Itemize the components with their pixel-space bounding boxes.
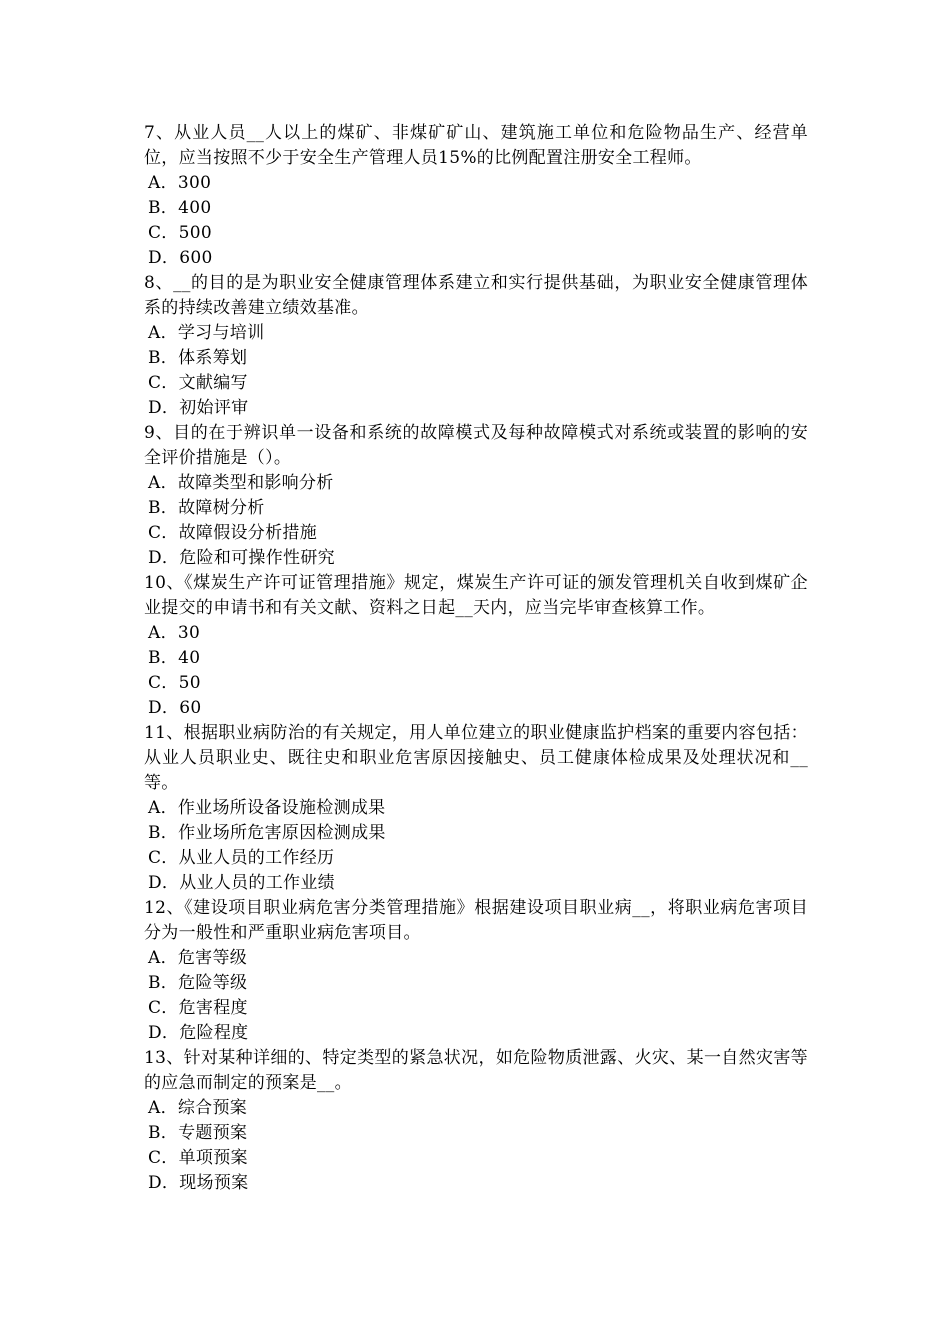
question-8 bbox=[144, 271, 808, 421]
question-10 bbox=[144, 571, 808, 721]
option-b: B．体系筹划 bbox=[148, 348, 248, 368]
option-c: C．文献编写 bbox=[148, 373, 248, 393]
option-b: B．专题预案 bbox=[148, 1123, 248, 1143]
question-text: 9、目的在于辨识单一设备和系统的故障模式及每种故障模式对系统或装置的影响的安全评价措施是（）。 bbox=[144, 423, 808, 468]
option-b: B．40 bbox=[148, 648, 201, 668]
option-d: D．60 bbox=[148, 698, 202, 718]
question-11 bbox=[144, 721, 808, 896]
question-7 bbox=[144, 121, 808, 271]
option-c: C．50 bbox=[148, 673, 201, 693]
question-text: 7、从业人员__人以上的煤矿、非煤矿矿山、建筑施工单位和危险物品生产、经营单位，应当按照不少于安全生产管理人员15%的比例配置注册安全工程师。 bbox=[144, 123, 808, 168]
option-c: C．单项预案 bbox=[148, 1148, 248, 1168]
option-d: D．初始评审 bbox=[148, 398, 249, 418]
question-text: 10、《煤炭生产许可证管理措施》规定，煤炭生产许可证的颁发管理机关自收到煤矿企业提交的申请书和有关文献、资料之日起__天内，应当完毕审查核算工作。 bbox=[144, 573, 808, 618]
question-text: 11、根据职业病防治的有关规定，用人单位建立的职业健康监护档案的重要内容包括：从业人员职业史、既往史和职业危害原因接触史、员工健康体检成果及处理状况和__等。 bbox=[144, 723, 808, 793]
question-13 bbox=[144, 1046, 808, 1196]
option-a: A．学习与培训 bbox=[148, 323, 265, 343]
option-d: D．从业人员的工作业绩 bbox=[148, 873, 335, 893]
option-b: B．作业场所危害原因检测成果 bbox=[148, 823, 386, 843]
option-a: A．300 bbox=[148, 173, 212, 193]
option-c: C．故障假设分析措施 bbox=[148, 523, 318, 543]
option-a: A．作业场所设备设施检测成果 bbox=[148, 798, 386, 818]
option-c: C．危害程度 bbox=[148, 998, 248, 1018]
question-text: 12、《建设项目职业病危害分类管理措施》根据建设项目职业病__，将职业病危害项目分为一般性和严重职业病危害项目。 bbox=[144, 898, 808, 943]
option-b: B．危险等级 bbox=[148, 973, 248, 993]
option-b: B．故障树分析 bbox=[148, 498, 265, 518]
question-12 bbox=[144, 896, 808, 1046]
question-text: 13、针对某种详细的、特定类型的紧急状况，如危险物质泄露、火灾、某一自然灾害等的应急而制定的预案是__。 bbox=[144, 1048, 808, 1093]
option-d: D．600 bbox=[148, 248, 213, 268]
option-d: D．危险和可操作性研究 bbox=[148, 548, 335, 568]
option-c: C．500 bbox=[148, 223, 212, 243]
question-9 bbox=[144, 421, 808, 571]
option-c: C．从业人员的工作经历 bbox=[148, 848, 335, 868]
option-b: B．400 bbox=[148, 198, 212, 218]
option-d: D．危险程度 bbox=[148, 1023, 249, 1043]
option-d: D．现场预案 bbox=[148, 1173, 249, 1193]
question-text: 8、__的目的是为职业安全健康管理体系建立和实行提供基础，为职业安全健康管理体系的持续改善建立绩效基准。 bbox=[144, 273, 808, 318]
option-a: A．综合预案 bbox=[148, 1098, 248, 1118]
option-a: A．故障类型和影响分析 bbox=[148, 473, 334, 493]
document-page bbox=[144, 121, 808, 1196]
option-a: A．30 bbox=[148, 623, 201, 643]
option-a: A．危害等级 bbox=[148, 948, 248, 968]
